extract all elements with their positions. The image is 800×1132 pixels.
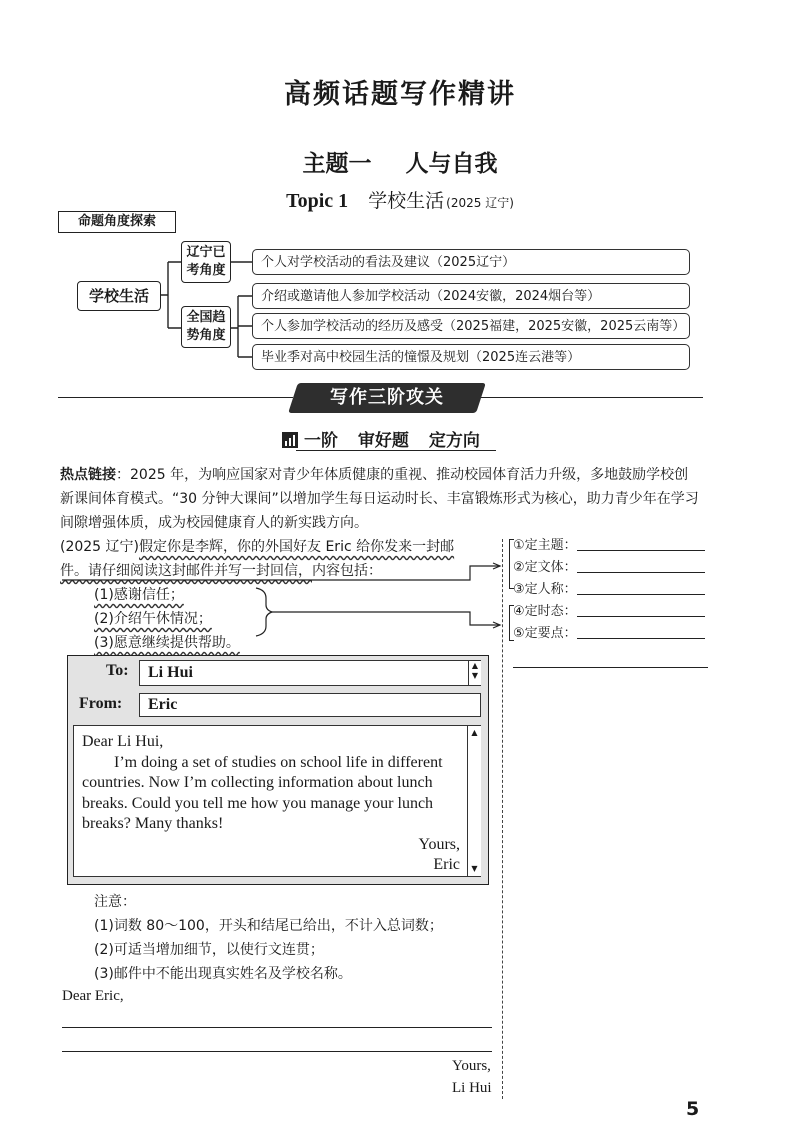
note-item: (2)可适当增加细节，以使行文连贯； [94, 942, 324, 958]
checklist-item: ⑤定要点： [513, 623, 705, 645]
email-greeting: Dear Li Hui, [82, 733, 164, 750]
arrow-down-icon: ▼ [471, 864, 478, 873]
fill-blank[interactable] [577, 536, 705, 551]
fill-blank[interactable] [577, 602, 705, 617]
email-body [73, 725, 481, 877]
from-field[interactable]: Eric [139, 693, 481, 717]
category-line: 势角度 [186, 328, 226, 343]
checklist-item: ④定时态： [513, 601, 705, 623]
arrow-up-icon: ▲ [471, 728, 478, 737]
prompt-text: 件。请仔细阅读这封邮件并写一封回信， [60, 563, 312, 579]
to-field-spinner[interactable] [468, 661, 481, 685]
answer-closing: Yours, [452, 1058, 491, 1074]
category-line: 全国趋 [186, 310, 226, 325]
topic-number: Topic 1 [286, 190, 349, 212]
category-line: 辽宁已 [186, 245, 226, 260]
email-closing: Yours, [418, 835, 460, 853]
prompt-year: (2025 辽宁) [60, 539, 140, 555]
answer-signature: Li Hui [452, 1080, 492, 1096]
section-banner: 写作三阶攻关 [330, 387, 444, 408]
mindmap-leaf: 个人对学校活动的看法及建议（2025辽宁） [252, 249, 690, 275]
mindmap-leaf: 个人参加学校活动的经历及感受（2025福建，2025安徽，2025云南等） [252, 313, 690, 339]
mindmap-leaf: 介绍或邀请他人参加学校活动（2024安徽，2024烟台等） [252, 283, 690, 309]
category-line: 考角度 [186, 263, 226, 278]
step-part1: 审好题 [357, 431, 409, 451]
arrow-down-icon: ▼ [471, 671, 479, 680]
step-label: 一阶 [304, 431, 338, 451]
step-part2: 定方向 [428, 431, 480, 451]
hotspot-label: 热点链接 [60, 467, 116, 483]
answer-greeting: Dear Eric, [62, 988, 124, 1004]
fill-blank[interactable] [577, 558, 705, 573]
prompt-item: (3)愿意继续提供帮助。 [94, 635, 240, 651]
prompt-text: 假定你是李辉，你的外国好友 Eric 给你发来一封邮 [139, 539, 455, 555]
mindmap-root: 学校生活 [77, 281, 161, 311]
page-title: 高频话题写作精讲 [284, 79, 516, 110]
note-item: (1)词数 80～100，开头和结尾已给出，不计入总词数； [94, 918, 443, 934]
checklist-item: ③定人称： [513, 579, 705, 601]
email-signature: Eric [433, 856, 460, 873]
checklist-item: ①定主题： [513, 535, 705, 557]
email-line: countries. Now I’m collecting information about lunch [82, 774, 433, 791]
prompt-text: 内容包括： [312, 563, 382, 579]
notes-title: 注意： [94, 894, 136, 910]
email-line: breaks? Many thanks! [82, 815, 224, 832]
fill-blank[interactable] [577, 624, 705, 639]
column-divider [502, 539, 503, 1099]
prompt-item: (1)感谢信任； [94, 587, 184, 603]
topic-name: 学校生活 [368, 190, 445, 212]
theme-name: 人与自我 [405, 151, 498, 177]
fill-blank[interactable] [577, 580, 705, 595]
prompt-item: (2)介绍午休情况； [94, 611, 212, 627]
arrow-up-icon: ▲ [471, 661, 479, 670]
email-line: breaks. Could you tell me how you manage your lunch [82, 794, 434, 812]
to-field[interactable]: Li Hui [139, 660, 481, 686]
note-item: (3)邮件中不能出现真实姓名及学校名称。 [94, 966, 352, 982]
page-number: 5 [686, 1098, 700, 1120]
email-line: I’m doing a set of studies on school life in different [114, 753, 443, 771]
extra-fill-line[interactable] [513, 667, 708, 668]
topic-year: (2025 辽宁) [446, 196, 514, 210]
hotspot-text: ：2025 年，为响应国家对青少年体质健康的重视、推动校园体育活力升级，多地鼓励学校创新课间体育模式。“30 分钟大课间”以增加学生每日运动时长、丰富锻炼形式为核心，助力青少年在学习间隙增强体质，成为校园健康育人的新实践方向。 [60, 467, 699, 531]
answer-line[interactable] [62, 1051, 492, 1052]
section-tag: 命题角度探索 [58, 211, 176, 233]
to-label: To: [106, 662, 129, 679]
planning-checklist [513, 535, 705, 645]
from-label: From: [79, 695, 123, 712]
answer-line[interactable] [62, 1027, 492, 1028]
checklist-item: ②定文体： [513, 557, 705, 579]
theme-number: 主题一 [302, 151, 372, 177]
mindmap-leaf: 毕业季对高中校园生活的憧憬及规划（2025连云港等） [252, 344, 690, 370]
email-scrollbar[interactable] [467, 726, 481, 876]
